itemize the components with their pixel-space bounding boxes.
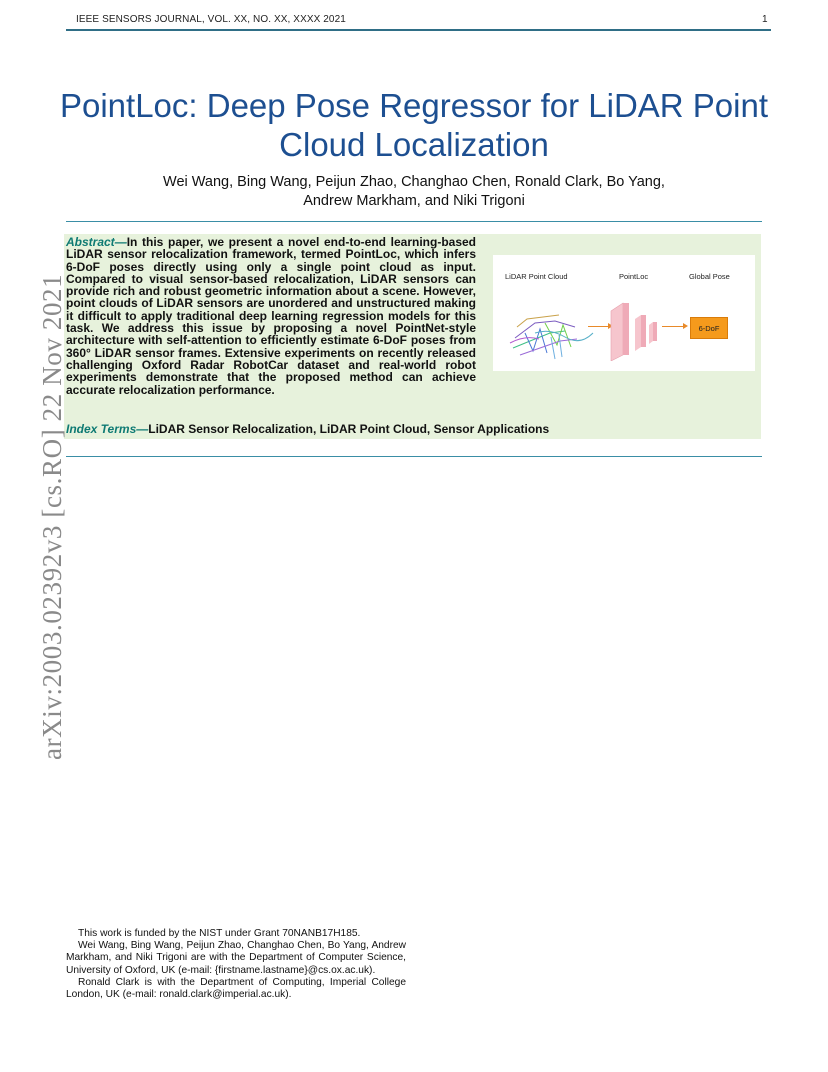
abstract-label: Abstract bbox=[66, 235, 115, 249]
index-terms-body: LiDAR Sensor Relocalization, LiDAR Point Cloud, Sensor Applications bbox=[148, 422, 550, 436]
output-6dof-box: 6-DoF bbox=[690, 317, 728, 339]
abstract-body: In this paper, we present a novel end-to-end learning-based LiDAR sensor relocalization framework, termed PointLoc, which infers 6-DoF poses directly using only a single point cloud as input. Compared to visual sensor-based relocalization, LiDAR sensors can provide rich and robust geometric information about a scene. However, point clouds of LiDAR sensors are unordered and unstructured making it difficult to apply traditional deep learning regression models for this task. We address this issue by proposing a novel PointNet-style architecture with self-attention to efficiently estimate 6-DoF poses from 360° LiDAR sensor frames. Extensive experiments on recently released challenging Oxford Radar RobotCar dataset and real-world robot experiments demonstrate that the proposed method can achieve accurate relocalization performance. bbox=[66, 235, 476, 397]
footnote-affiliation-oxford: Wei Wang, Bing Wang, Peijun Zhao, Changhao Chen, Bo Yang, Andrew Markham, and Niki Trigoni are with the Department of Computer Science, University of Oxford, UK (e-mail: {firstname.lastname}@cs.ox.ac.uk). bbox=[66, 940, 406, 976]
arrow-to-output-icon bbox=[662, 326, 686, 327]
footnote-affiliation-imperial: Ronald Clark is with the Department of Computing, Imperial College London, UK (e-mail: ronald.clark@imperial.ac.uk). bbox=[66, 976, 406, 1001]
abstract-dash: — bbox=[114, 235, 127, 249]
network-layer-face bbox=[641, 315, 646, 347]
point-cloud-strand bbox=[510, 338, 539, 343]
index-terms-label: Index Terms bbox=[66, 422, 137, 436]
network-layer-face bbox=[623, 303, 629, 355]
bottom-divider bbox=[66, 456, 762, 457]
pipeline-figure bbox=[493, 255, 755, 371]
header-rule bbox=[66, 29, 771, 31]
point-cloud-strand bbox=[545, 323, 571, 347]
authors-line-1: Wei Wang, Bing Wang, Peijun Zhao, Changhao Chen, Ronald Clark, Bo Yang, bbox=[163, 174, 665, 190]
network-layer-face bbox=[653, 322, 657, 341]
abstract bbox=[66, 236, 476, 396]
author-list bbox=[90, 173, 738, 211]
arrow-to-network-icon bbox=[588, 326, 611, 327]
network-layer-side bbox=[635, 315, 641, 351]
network-layers-icon bbox=[609, 299, 669, 361]
figure-label-output: Global Pose bbox=[689, 272, 730, 281]
paper-title: PointLoc: Deep Pose Regressor for LiDAR Point Cloud Localization bbox=[59, 87, 769, 163]
authors-line-2: Andrew Markham, and Niki Trigoni bbox=[303, 193, 525, 209]
point-cloud-strand bbox=[551, 335, 562, 359]
index-terms-dash: — bbox=[136, 422, 149, 436]
network-layer-side bbox=[611, 303, 623, 361]
index-terms bbox=[66, 422, 756, 436]
arxiv-stamp: arXiv:2003.02392v3 [cs.RO] 22 Nov 2021 bbox=[37, 273, 67, 760]
point-cloud-image bbox=[505, 293, 595, 363]
footnotes bbox=[66, 928, 406, 1001]
figure-label-input: LiDAR Point Cloud bbox=[505, 272, 568, 281]
top-divider bbox=[66, 221, 762, 222]
footnote-funding: This work is funded by the NIST under Grant 70NANB17H185. bbox=[78, 928, 361, 939]
running-header: IEEE SENSORS JOURNAL, VOL. XX, NO. XX, XXXX 2021 bbox=[76, 14, 346, 25]
network-layer-side bbox=[649, 322, 653, 344]
page-number: 1 bbox=[762, 14, 768, 25]
figure-label-network: PointLoc bbox=[619, 272, 649, 281]
